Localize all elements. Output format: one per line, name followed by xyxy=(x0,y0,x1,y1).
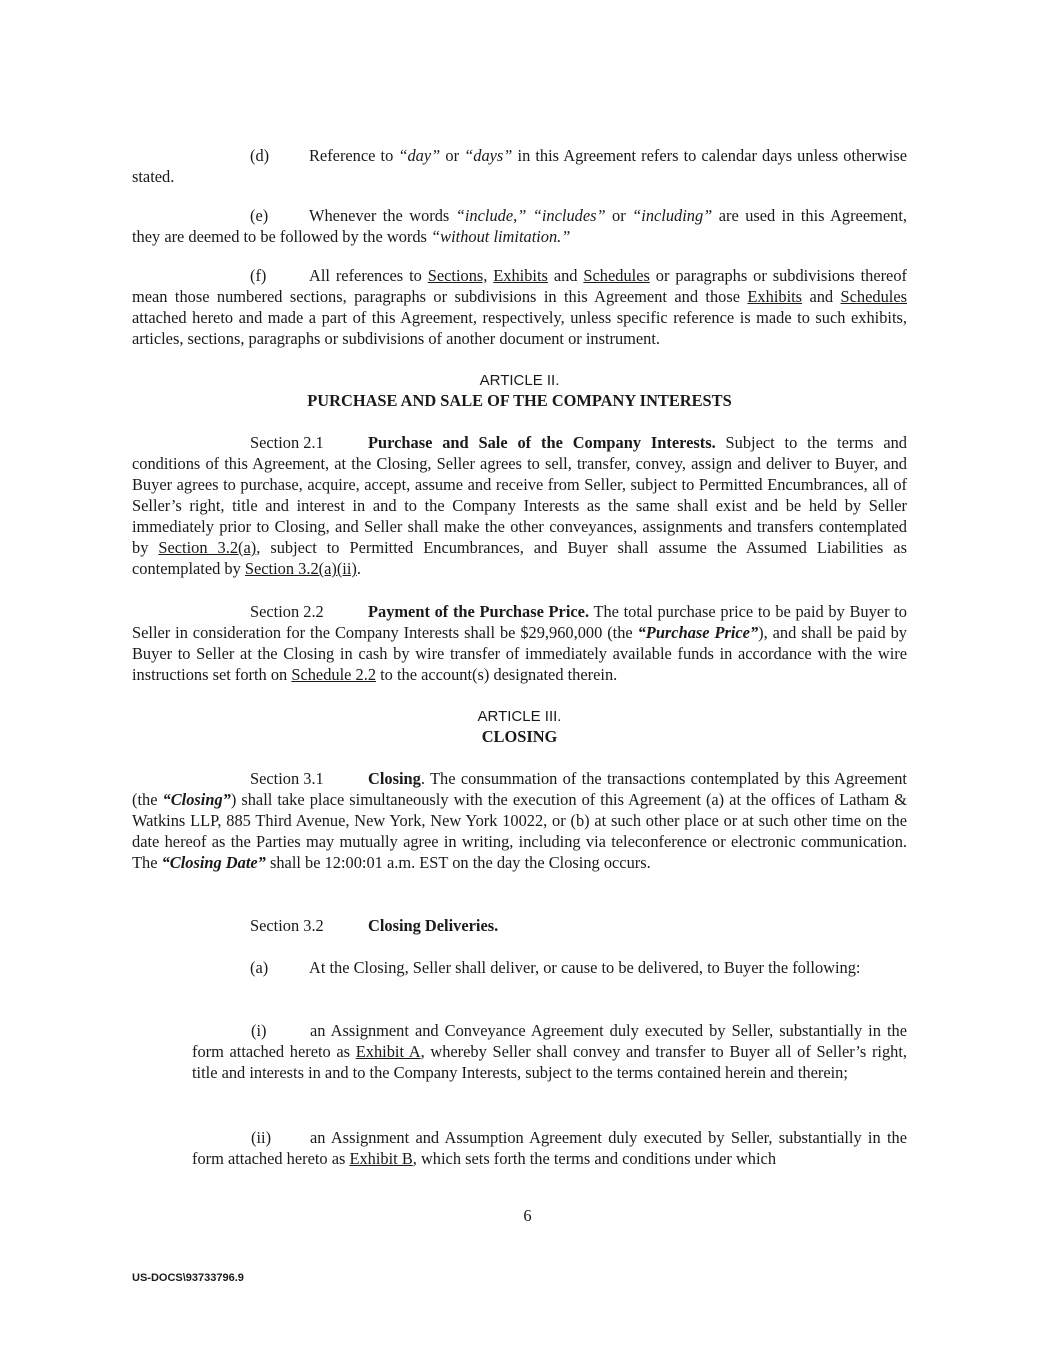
section-heading: Purchase and Sale of the Company Interests. xyxy=(368,433,716,452)
text: All references to xyxy=(309,266,428,285)
text: Subject to the terms and conditions of this Agreement, at the Closing, Seller agrees to sell, transfer, convey, assign and deliver to Buyer, and Buyer agrees to purchase, acquire, accept, assume and receive from Seller, subject to Permitted Encumbrances, all of Seller’s right, title and interest in and to the Company Interests as the same shall exist and be held by Seller immediately prior to Closing, and Seller shall make the other conveyances, assignments and transfers contemplated by xyxy=(132,433,907,557)
defined-term: “Closing Date” xyxy=(161,853,266,872)
defined-term: “including” xyxy=(632,206,713,225)
text: or paragraphs or subdivisions thereof mean those numbered sections, paragraphs or subdivisions in this Agreement and those xyxy=(132,266,907,306)
paragraph-e xyxy=(132,205,907,247)
text: . xyxy=(356,559,361,578)
cross-reference: Exhibit A xyxy=(355,1042,421,1061)
defined-term: “days” xyxy=(464,146,513,165)
text: , subject to Permitted Encumbrances, and Buyer shall assume the Assumed Liabilities as contemplated by xyxy=(132,538,907,578)
cross-reference: Section 3.2(a) xyxy=(158,538,257,557)
para-number: (a) xyxy=(250,958,269,977)
text: attached hereto and made a part of this Agreement, respectively, unless specific reference is made to such exhibits, articles, sections, paragraphs or subdivisions of another document or instrument. xyxy=(132,308,907,348)
cross-reference: Schedules xyxy=(840,287,907,306)
text: an Assignment and Assumption Agreement duly executed by Seller, substantially in the form attached hereto as xyxy=(192,1128,907,1168)
text: ), and shall be paid by Buyer to Seller at the Closing in cash by wire transfer of immediately available funds in accordance with the wire instructions set forth on xyxy=(132,623,907,684)
text: and xyxy=(547,266,584,285)
para-number: (e) xyxy=(250,206,269,225)
text: . The consummation of the transactions contemplated by this Agreement (the xyxy=(132,769,907,809)
para-number: (ii) xyxy=(251,1128,272,1147)
cross-reference: Schedule 2.2 xyxy=(291,665,377,684)
cross-reference: Exhibits xyxy=(747,287,803,306)
section-2-1 xyxy=(132,432,907,579)
cross-reference: Schedules xyxy=(583,266,650,285)
defined-term: “include,” xyxy=(455,206,527,225)
article-3-title: CLOSING xyxy=(481,727,558,746)
text: are used in this Agreement, they are deemed to be followed by the words xyxy=(132,206,907,246)
para-number: (d) xyxy=(250,146,270,165)
article-2-title: PURCHASE AND SALE OF THE COMPANY INTERESTS xyxy=(307,391,732,410)
section-number: Section 3.1 xyxy=(250,769,324,788)
text: ) shall take place simultaneously with the execution of this Agreement (a) at the offices of Latham & Watkins LLP, 885 Third Avenue, New York, New York 10022, or (b) at such other place or at such other time on the date hereof as the Parties may mutually agree in writing, including via teleconference or electronic communication. The xyxy=(132,790,907,872)
article-2-label: ARTICLE II. xyxy=(479,372,560,389)
text: The total purchase price to be paid by Buyer to Seller in consideration for the Company Interests shall be $29,960,000 (the xyxy=(132,602,907,642)
text: in this Agreement refers to calendar days unless otherwise stated. xyxy=(132,146,907,186)
section-heading: Payment of the Purchase Price. xyxy=(368,602,590,621)
section-number: Section 2.1 xyxy=(250,433,324,452)
paragraph-ii xyxy=(192,1127,907,1169)
para-number: (f) xyxy=(250,266,267,285)
text: , which sets forth the terms and conditions under which xyxy=(412,1149,777,1168)
cross-reference: Exhibits xyxy=(493,266,548,285)
text: or xyxy=(440,146,465,165)
text: Whenever the words xyxy=(309,206,456,225)
section-number: Section 3.2 xyxy=(250,916,324,935)
defined-term: “includes” xyxy=(532,206,606,225)
text: and xyxy=(802,287,841,306)
text: Reference to xyxy=(309,146,399,165)
section-heading: Closing xyxy=(368,769,421,788)
text: an Assignment and Conveyance Agreement duly executed by Seller, substantially in the form attached hereto as xyxy=(192,1021,907,1061)
text: shall be 12:00:01 a.m. EST on the day the Closing occurs. xyxy=(265,853,651,872)
document-id-footer: US-DOCS\93733796.9 xyxy=(132,1272,244,1284)
text: to the account(s) designated therein. xyxy=(376,665,618,684)
defined-term: “Closing” xyxy=(162,790,231,809)
section-2-2 xyxy=(132,601,907,685)
cross-reference: Section 3.2(a)(ii) xyxy=(244,559,357,578)
article-3-label: ARTICLE III. xyxy=(477,708,562,725)
defined-term: “day” xyxy=(398,146,441,165)
section-number: Section 2.2 xyxy=(250,602,324,621)
page-number: 6 xyxy=(523,1206,532,1225)
para-number: (i) xyxy=(251,1021,267,1040)
text: or xyxy=(605,206,633,225)
text: At the Closing, Seller shall deliver, or cause to be delivered, to Buyer the following: xyxy=(309,958,861,977)
section-3-2 xyxy=(132,915,907,936)
section-3-1 xyxy=(132,768,907,873)
cross-reference: Exhibit B xyxy=(349,1149,413,1168)
paragraph-d xyxy=(132,145,907,187)
text: , whereby Seller shall convey and transfer to Buyer all of Seller’s right, title and interests in and to the Company Interests, subject to the terms contained herein and therein; xyxy=(192,1042,907,1082)
paragraph-a xyxy=(132,957,907,978)
defined-term: “without limitation.” xyxy=(431,227,571,246)
defined-term: “Purchase Price” xyxy=(637,623,759,642)
paragraph-f xyxy=(132,265,907,349)
paragraph-i xyxy=(192,1020,907,1083)
cross-reference: Sections, xyxy=(427,266,488,285)
section-heading: Closing Deliveries. xyxy=(368,916,499,935)
